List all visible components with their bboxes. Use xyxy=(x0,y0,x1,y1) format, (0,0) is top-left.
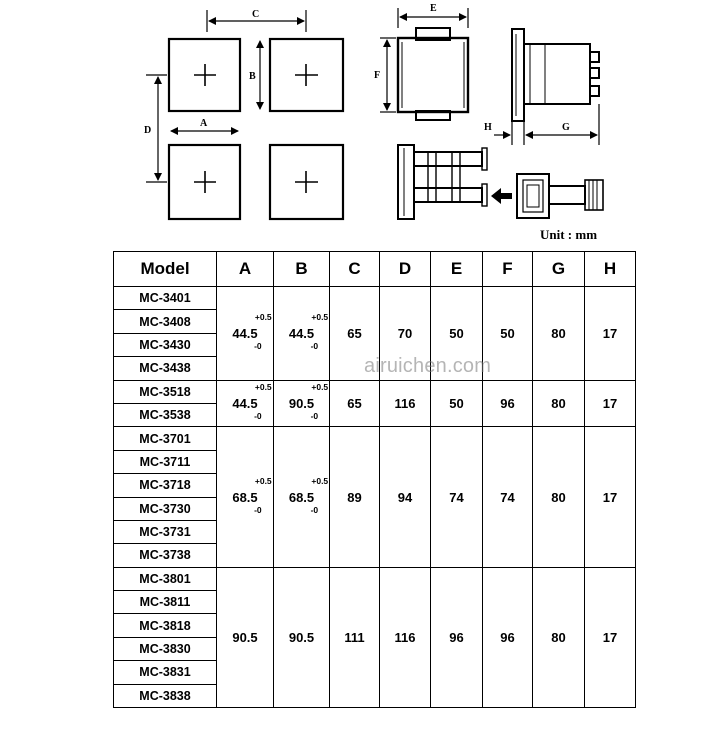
model-cell: MC-3538 xyxy=(114,403,217,426)
tolerance-minus: -0 xyxy=(310,504,319,515)
dim-d-cell: 94 xyxy=(380,427,431,567)
label-b: B xyxy=(249,71,256,82)
dim-b-cell xyxy=(274,567,330,707)
dim-g-cell: 80 xyxy=(533,380,585,427)
dim-h-cell: 17 xyxy=(585,427,636,567)
model-cell: MC-3408 xyxy=(114,310,217,333)
tolerance-minus: -0 xyxy=(254,340,262,351)
tolerance-plus: +0.5 xyxy=(254,475,272,486)
column-header-b: B xyxy=(274,252,330,287)
label-e: E xyxy=(430,3,437,14)
label-f: F xyxy=(374,70,381,81)
label-g: G xyxy=(562,122,570,133)
dim-g-cell: 80 xyxy=(533,567,585,707)
column-header-model: Model xyxy=(114,252,217,287)
dim-f-cell: 50 xyxy=(483,287,533,381)
tolerance-plus: +0.5 xyxy=(311,381,329,392)
dim-a-cell xyxy=(217,427,274,567)
tolerance-minus: -0 xyxy=(310,410,319,421)
tolerance-plus: +0.5 xyxy=(254,381,272,392)
tolerance-minus: -0 xyxy=(310,340,319,351)
tolerance-minus: -0 xyxy=(254,504,262,515)
label-d: D xyxy=(144,125,152,136)
dim-b-cell xyxy=(274,380,330,427)
dimension-drawing xyxy=(0,0,706,250)
dim-b-value: 90.5 xyxy=(288,395,315,411)
dim-a-value: 44.5 xyxy=(232,395,258,411)
label-a: A xyxy=(200,118,208,129)
table-row xyxy=(114,380,636,403)
dim-b-value: 44.5 xyxy=(288,325,315,341)
model-cell: MC-3811 xyxy=(114,591,217,614)
dim-e-cell: 74 xyxy=(431,427,483,567)
dim-d-cell: 116 xyxy=(380,380,431,427)
model-cell: MC-3831 xyxy=(114,661,217,684)
model-cell: MC-3801 xyxy=(114,567,217,590)
model-cell: MC-3731 xyxy=(114,520,217,543)
watermark: airuichen.com xyxy=(364,355,492,377)
dim-b-value: 90.5 xyxy=(288,629,315,645)
tolerance-plus: +0.5 xyxy=(311,475,329,486)
dim-f-cell: 96 xyxy=(483,567,533,707)
dim-e-cell: 50 xyxy=(431,380,483,427)
dim-e-cell: 50 xyxy=(431,287,483,381)
dim-h-cell: 17 xyxy=(585,287,636,381)
dim-a-value: 44.5 xyxy=(232,325,258,341)
model-cell: MC-3730 xyxy=(114,497,217,520)
table-header-row xyxy=(114,252,636,287)
column-header-h: H xyxy=(585,252,636,287)
dim-f-cell: 96 xyxy=(483,380,533,427)
column-header-f: F xyxy=(483,252,533,287)
dim-c-cell: 65 xyxy=(330,380,380,427)
column-header-a: A xyxy=(217,252,274,287)
column-header-g: G xyxy=(533,252,585,287)
table-row xyxy=(114,287,636,310)
table-row xyxy=(114,567,636,590)
dim-a-value: 90.5 xyxy=(232,629,258,645)
table-row xyxy=(114,427,636,450)
model-cell: MC-3838 xyxy=(114,684,217,707)
dimensions-table xyxy=(113,251,636,708)
model-cell: MC-3718 xyxy=(114,474,217,497)
unit-label: Unit : mm xyxy=(540,227,598,242)
dim-c-cell: 111 xyxy=(330,567,380,707)
model-cell: MC-3518 xyxy=(114,380,217,403)
dim-c-cell: 65 xyxy=(330,287,380,381)
model-cell: MC-3738 xyxy=(114,544,217,567)
meter-side-view xyxy=(512,29,599,121)
column-header-e: E xyxy=(431,252,483,287)
mounting-clamp-view xyxy=(398,145,487,219)
dim-a-value: 68.5 xyxy=(232,489,258,505)
dim-a-cell xyxy=(217,380,274,427)
model-cell: MC-3711 xyxy=(114,450,217,473)
dim-g-cell: 80 xyxy=(533,427,585,567)
dim-c-cell: 89 xyxy=(330,427,380,567)
dim-b-cell xyxy=(274,427,330,567)
model-cell: MC-3438 xyxy=(114,357,217,380)
clamp-bracket-detail xyxy=(517,174,603,218)
dim-b-cell xyxy=(274,287,330,381)
column-header-c: C xyxy=(330,252,380,287)
model-cell: MC-3830 xyxy=(114,637,217,660)
dim-d-cell: 116 xyxy=(380,567,431,707)
model-cell: MC-3701 xyxy=(114,427,217,450)
column-header-d: D xyxy=(380,252,431,287)
dim-h-cell: 17 xyxy=(585,567,636,707)
dim-g-cell: 80 xyxy=(533,287,585,381)
label-h: H xyxy=(484,122,492,133)
dim-d-cell: 70 xyxy=(380,287,431,381)
dim-f-cell: 74 xyxy=(483,427,533,567)
tolerance-plus: +0.5 xyxy=(254,311,272,322)
meter-front-view xyxy=(398,28,468,120)
dim-a-cell xyxy=(217,567,274,707)
label-c: C xyxy=(252,9,260,20)
tolerance-plus: +0.5 xyxy=(311,311,329,322)
model-cell: MC-3818 xyxy=(114,614,217,637)
tolerance-minus: -0 xyxy=(254,410,262,421)
dim-h-cell: 17 xyxy=(585,380,636,427)
dim-b-value: 68.5 xyxy=(288,489,315,505)
model-cell: MC-3430 xyxy=(114,333,217,356)
dim-a-cell xyxy=(217,287,274,381)
insert-arrow-icon xyxy=(491,188,512,204)
dim-e-cell: 96 xyxy=(431,567,483,707)
model-cell: MC-3401 xyxy=(114,287,217,310)
